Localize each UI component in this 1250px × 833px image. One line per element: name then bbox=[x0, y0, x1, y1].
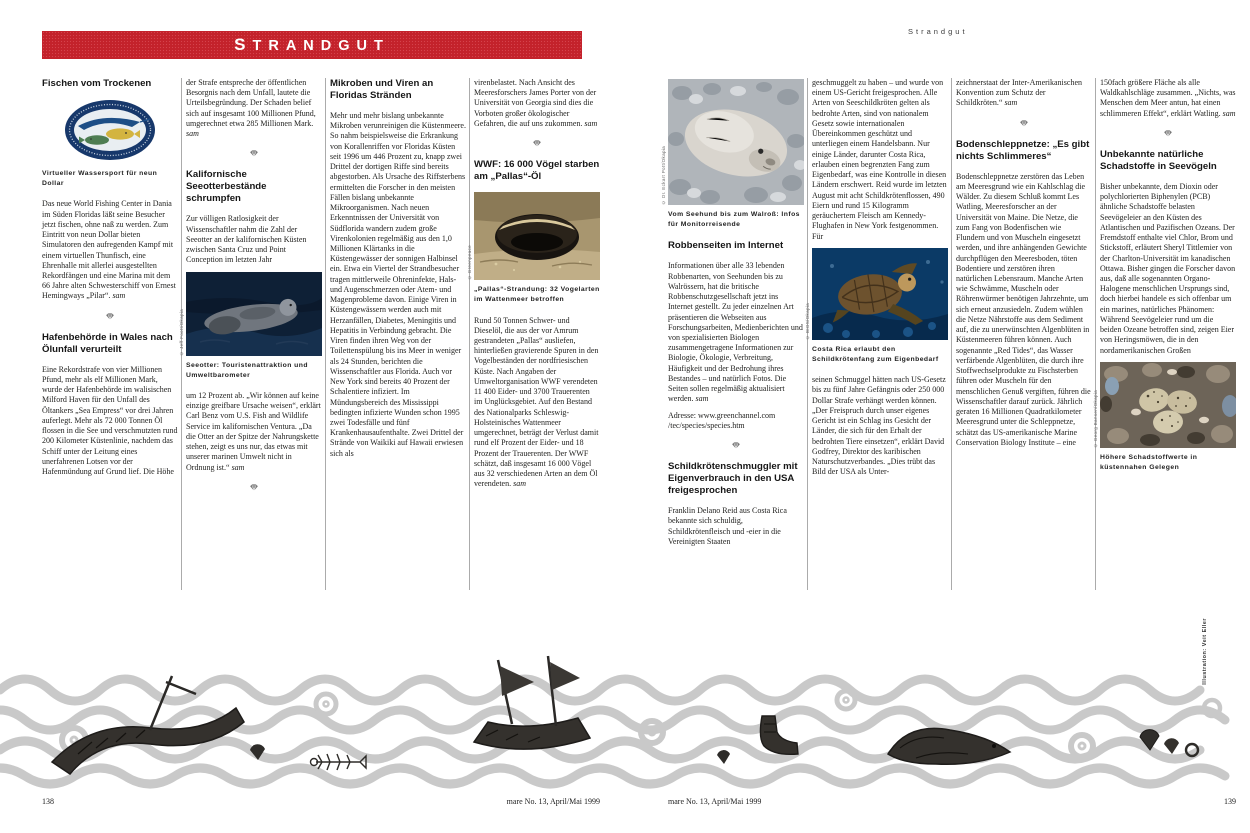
paragraph: zeichnerstaat der Inter-Amerikanischen Konvention zum Schutz der Schildkröten.“ bbox=[956, 78, 1082, 108]
author-sig: sam bbox=[1222, 108, 1236, 118]
paragraph: Das neue World Fishing Center in Dania im Süden Floridas läßt seine Besucher jetzt fischen, ohne naß zu werden. Zum Eintritt von neun Dollar bieten Simulatoren den aufregenden Kampf mit einem virtuellen Thunfisch, eine Ehrenhalle mit allerlei ausgestellten Rekordfängen und eine Marina mit dem 66 Jahre alten Schwesterschiff von Ernest Hemingways „Pilar“. bbox=[42, 199, 176, 301]
headline-hafenbehoerde-wales: Hafenbehörde in Wales nach Ölunfall verurteilt bbox=[42, 331, 173, 355]
caption-virtueller-wassersport: Virtueller Wassersport für neun Dollar bbox=[42, 169, 158, 188]
article-text bbox=[956, 78, 1092, 109]
section-title: STRANDGUT bbox=[234, 35, 390, 55]
headline-wwf-pallas: WWF: 16 000 Vögel starben am „Pallas“-Öl bbox=[474, 159, 600, 183]
author-sig: sam bbox=[231, 462, 245, 472]
page-number-right: 139 bbox=[1224, 797, 1236, 806]
right-column-1 bbox=[661, 78, 804, 553]
page-number-left: 138 bbox=[42, 797, 54, 806]
left-column-1 bbox=[42, 78, 178, 483]
paragraph: um 12 Prozent ab. „Wir können auf keine einzige greifbare Ursache weisen“, erklärt Carl Benz vom U.S. Fish and Wildlife Service im kalifornischen Ventura. „Da die Otter an der Spitze der Nahrungskette stehen, zeigt es uns nur, das etwas mit unserer marinen Umwelt nicht in Ordnung ist.“ bbox=[186, 390, 321, 472]
issue-line-left: mare No. 13, April/Mai 1999 bbox=[506, 797, 600, 806]
shell-separator-icon bbox=[474, 139, 600, 147]
beach-flotsam-illustration bbox=[0, 612, 1250, 792]
article-text: Zur völligen Ratlosigkeit der Wissenschaftler nahm die Zahl der Seeotter an der kalifornischen Küsten zwischen Santa Cruz und Point Conception im letzten Jahr bbox=[186, 214, 307, 265]
paragraph: Rund 50 Tonnen Schwer- und Dieselöl, die aus der vor Amrum gestrandeten „Pallas“ ausliefen, hinterließen gravierende Spuren in den Vogelbeständen der nordfriesischen Küste. Nach Angaben der Umweltorganisation WWF verendeten 11 400 Eider- und 3700 Trauerenten im Unglücksgebiet. Auf den Bestand des Nationalparks Schleswig-Holsteinisches Wattenmeer umgerechnet, beträgt der Verlust damit rund elf Prozent der Eider- und 18 Prozent der Trauerenten. Der WWF schätzt, daß insgesamt 16 000 Vögel aus 32 verschiedenen Arten an dem Öl verendeten. bbox=[474, 315, 599, 489]
article-text: geschmuggelt zu haben – und wurde von einem US-Gericht freigesprochen. Alle Arten von Seeschildkröten gelten als bedrohte Arten, sind von nationalem Gesetz sowie internationalen Übereinkommen geschützt und unterliegen einem Handelsbann. Nur einige Länder, darunter Costa Rica, erlauben einen begrenzten Fang zum Eigenbedarf, was eine Kontrolle in diesen Ländern erschwert. Reid wurde im letzten August mit acht Schildkrötenflossen, 490 Eiern und rund 15 Kilogramm geräuchertem Fleisch am Kennedy-Flughafen in New York festgenommen. Für bbox=[812, 78, 947, 241]
author-sig: sam bbox=[513, 479, 526, 489]
article-text bbox=[668, 261, 804, 404]
paragraph: 150fach größere Fläche als alle Waldkahlschläge zusammen. „Nichts, was Menschen dem Meer antun, hat einen schlimmeren Effekt“, erklärt Watling. bbox=[1100, 78, 1236, 118]
column-rule bbox=[1095, 78, 1096, 590]
photo-credit: © Dr. Eckart Pott/Okapia bbox=[661, 146, 666, 205]
headline-schildkroetenschmuggler: Schildkrötenschmuggler mit Eigenverbrauch in den USA freigesprochen bbox=[668, 461, 798, 497]
headline-robbenseiten: Robbenseiten im Internet bbox=[668, 240, 784, 252]
web-address-line2: /tec/species/species.htm bbox=[668, 420, 745, 430]
caption-seeotter: Seeotter: Touristenattraktion und Umweltbarometer bbox=[186, 361, 308, 379]
section-banner bbox=[42, 31, 582, 59]
shell-separator-icon bbox=[186, 149, 322, 157]
photo-credit: © Georg Bansen/Okapia bbox=[1093, 389, 1098, 448]
author-sig: sam bbox=[186, 129, 199, 139]
headline-mikroben-viren: Mikroben und Viren an Floridas Stränden bbox=[330, 78, 434, 101]
gull-eggs-photo bbox=[1093, 362, 1236, 448]
article-text bbox=[186, 78, 322, 139]
caption-pallas-strandung: „Pallas“-Strandung: 32 Vogelarten im Wattenmeer betroffen bbox=[474, 286, 600, 304]
shell-separator-icon bbox=[42, 312, 178, 320]
shell-separator-icon bbox=[956, 119, 1092, 127]
headline-schadstoffe-seevoegel: Unbekannte natürliche Schadstoffe in Seevögeln bbox=[1100, 148, 1217, 172]
column-rule bbox=[325, 78, 326, 590]
paragraph: der Strafe entspreche der öffentlichen Besorgnis nach dem Unfall, lautete die Urteilsbegründung. Der Schaden belief sich auf insgesamt 100 Millionen Pfund, umgerechnet etwa 285 Millionen Mark. bbox=[186, 78, 316, 128]
stranded-creature-sketch bbox=[888, 728, 1010, 764]
running-head: Strandgut bbox=[908, 27, 968, 36]
sea-turtle-photo bbox=[805, 248, 948, 340]
article-text bbox=[1100, 78, 1236, 119]
seal-photo bbox=[661, 79, 804, 205]
article-text: Bisher unbekannte, dem Dioxin oder polychlorierten Biphenylen (PCB) ähnliche Schadstoffe belasten Seevögeleier an den Küsten des Atlantischen und Pazifischen Ozeans. Der Fremdstoff enthalte viel Chlor, Brom und Stickstoff, erläutert Sheryl Tittlemier von der Charlton-Universität im kanadischen Ottawa. Bisher gingen die Forscher davon aus, daß alle sogenannten Organo-Halogene menschlichen Ursprungs sind, doch hierbei handele es sich offenbar um ein marines, natürliches Phänomen: Während Seevögeleier rund um die beiden Ozeane betroffen sind, zeigen Eier von Heringsmöwen, die in den nordamerikanischen Großen bbox=[1100, 181, 1236, 355]
author-sig: sam bbox=[1004, 98, 1018, 108]
left-column-4 bbox=[467, 78, 600, 496]
pallas-wreck-photo bbox=[467, 192, 600, 281]
sea-otter-photo bbox=[179, 272, 322, 356]
left-column-3 bbox=[330, 78, 466, 465]
article-text: Franklin Delano Reid aus Costa Rica bekannte sich schuldig, Schildkrötenfleisch und -eier in die Vereinigten Staaten bbox=[668, 506, 787, 546]
article-text bbox=[186, 391, 322, 473]
article-text: seinen Schmuggel hätten nach US-Gesetz bis zu fünf Jahre Gefängnis oder 250 000 Dollar Strafe verhängt werden können. „Der Freispruch durch unser eigenes Gericht ist ein Schlag ins Gesicht der Länder, die sich für den Erhalt der bedrohten Tiere einsetzen“, erklärt David Godfrey, Direktor des karibischen Naturschutzverbandes. „Dies trübt das Bild der USA als Unter- bbox=[812, 375, 946, 477]
shell-separator-icon bbox=[1100, 129, 1236, 137]
article-text bbox=[42, 199, 178, 301]
article-text: Mehr und mehr bislang unbekannte Mikroben verunreinigen die Küstenmeere. So nahm beispielsweise die Erkrankung von Korallenriffen vor Floridas Küsten seit 1996 um 446 Prozent zu, knapp zwei Drittel der dortigen Riffe sind bereits abgestorben. Als Ursache des Riffsterbens ermittelten die Forscher in den meisten Fällen bislang unbekannte Mikroorganismen. Nach neuen Erkenntnissen der Universität von Südflorida wandern zudem große Virenkolonien regelmäßig aus den 1,0 Millionen Klärtanks in die Küstengewässer der sonnigen Halbinsel ein. Etwa ein Viertel der Strandbesucher tragen mittlerweile Ohreninfekte, Hals- und Augenschmerzen oder Atem- und Magenprobleme davon. Einige Viren in Küstengewässern werden auch mit Herzanfällen, Diabetes, Meningitis und Hepatitis in Verbindung gebracht. Die Viren finden ihren Weg von der Toilettenspülung bis ins Meer in weniger als 24 Stunden, berichten die Wissenschaftler aus Florida. Auch vor New York sind bereits 40 Prozent der Schalentiere infiziert. Im Mündungsbereich des Mississippi bedingten infizierte Wunden schon 1995 zwei Todesfälle und fünf Krankenhausaufenthalte. Zwei Drittel der Strände von Waikiki auf Hawaii erwiesen sich als bbox=[330, 110, 466, 458]
caption-seehund-walross: Vom Seehund bis zum Walroß: Infos für Monitorreisende bbox=[668, 211, 800, 229]
left-column-2 bbox=[179, 78, 322, 503]
web-address bbox=[668, 411, 804, 431]
article-text bbox=[474, 316, 600, 490]
headline-bodenschleppnetze: Bodenschleppnetze: „Es gibt nichts Schlimmeres“ bbox=[956, 138, 1090, 162]
paragraph: Informationen über alle 33 lebenden Robbenarten, von Seehunden bis zu Walrössern, hat die britische Robbenschutzgesellschaft jetzt ins Internet gestellt. Zu jeder einzelnen Art präsentieren die Webseiten aus Forschungsarbeiten, Medienberichten und von spezialisierten Biologen zusammengetragene Informationen zur Biologie, Ökologie, Verbreitung, Häufigkeit und der Bedrohung ihres Bestandes – und natürlich Fotos. Die Seiten sollen regelmäßig aktualisiert werden. bbox=[668, 261, 803, 404]
paragraph: virenbelastet. Nach Ansicht des Meeresforschers James Porter von der Universität von Georgia sind dies die Vorboten großer ökologischer Gefahren, die auf uns zukommen. bbox=[474, 78, 597, 128]
issue-line-right: mare No. 13, April/Mai 1999 bbox=[668, 797, 762, 806]
author-sig: sam bbox=[584, 118, 598, 128]
shell-separator-icon bbox=[186, 483, 322, 491]
photo-credit: © Greenpeace bbox=[467, 244, 472, 281]
shell-separator-icon bbox=[668, 441, 804, 449]
web-address-line1: Adresse: www.greenchannel.com bbox=[668, 410, 776, 420]
photo-credit: © Jeff Foott/Okapia bbox=[179, 308, 184, 356]
author-sig: sam bbox=[695, 394, 709, 404]
article-text: Bodenschleppnetze zerstören das Leben am Meeresgrund wie ein Kahlschlag die Wälder. Zu diesem Schluß kommt Les Watling, Meeresforscher an der Universität von Maine. Die Netze, die zum Fang von Bodenfischen wie Flundern und von Muscheln eingesetzt werden, und ihre anhängenden Gewichte durchpflügen den Meeresboden, töten Bodentiere und zerstören ihren natürlichen Lebensraum. Manche Arten wie Schwämme, Muscheln oder Röhrenwürmer benötigen Jahrzehnte, um sich erneut anzusiedeln. Zudem wühlen die Netze Nährstoffe aus dem Sediment auf, die zu unerwünschten Algenblüten in Küstenmeeren führen können. Auch sogenannte „Red Tides“, das Wasser verfärbende Algenblüten, die durch ihre Stoffwechselprodukte zu Fischsterben führen oder Muscheln für den menschlichen Genuß vergiften, führen die Wissenschaftler darauf zurück. Jährlich geraten 16 Millionen Quadratkilometer Meeresgrund unter die Schleppnetze, schätzt das US-amerikanische Marine Conservation Biology Institute – eine bbox=[956, 171, 1091, 447]
headline-seeotter: Kalifornische Seeotterbestände schrumpfen bbox=[186, 169, 267, 205]
photo-credit: © BIOS/Okapia bbox=[805, 302, 810, 340]
right-column-2 bbox=[805, 78, 948, 483]
author-sig: sam bbox=[112, 291, 126, 301]
article-text: Eine Rekordstrafe von vier Millionen Pfund, mehr als elf Millionen Mark, wurde der Hafenbehörde im walisischen Milford Haven für den Unfall des Öltankers „Sea Empress“ vor drei Jahren auferlegt. Mehr als 72 000 Tonnen Öl flossen in die See und verschmutzten rund 200 Kilometer Küstenlinie, nachdem das Schiff unter der Leitung eines unerfahrenen Lotsen vor der Hafenmündung auf Grund lief. Die Höhe bbox=[42, 364, 178, 477]
illustration-credit: Illustration: Veit Eller bbox=[1202, 618, 1208, 685]
article-text bbox=[474, 78, 600, 129]
caption-schadstoffwerte: Höhere Schadstoffwerte in küstennahen Gelegen bbox=[1100, 453, 1198, 472]
right-column-4 bbox=[1093, 78, 1236, 483]
caption-costa-rica: Costa Rica erlaubt den Schildkrötenfang zum Eigenbedarf bbox=[812, 345, 939, 363]
column-rule bbox=[951, 78, 952, 590]
column-rule bbox=[469, 78, 470, 590]
igfa-logo bbox=[64, 99, 156, 161]
right-column-3 bbox=[956, 78, 1092, 454]
headline-fischen-vom-trockenen: Fischen vom Trockenen bbox=[42, 78, 152, 89]
